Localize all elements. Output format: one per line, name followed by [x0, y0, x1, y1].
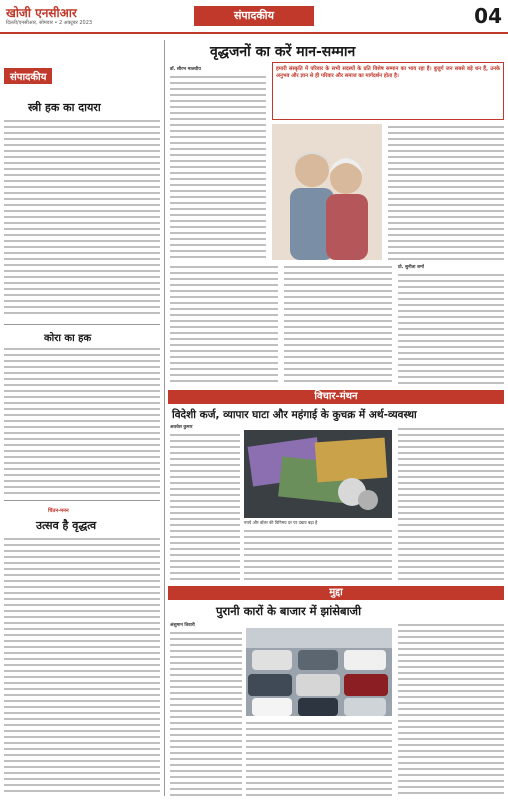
- lead-intro: हमारी संस्कृति में परिवार के सभी सदस्यों के प्रति विशेष सम्मान का भाव रहा है। बुजुर्ग जन सबसे बड़े धन हैं, उनके अनुभव और ज्ञान से ही परिवार और समाज का मार्गदर्शन होता है।: [276, 66, 500, 79]
- second-editorial-headline: कोरा का हक: [44, 333, 92, 344]
- divider: [4, 500, 160, 501]
- lead-intro-box: [272, 62, 504, 120]
- lead-second-byline: प्रो. सुनीता शर्मा: [398, 265, 424, 270]
- issue-body-col-3: [398, 622, 504, 796]
- elderly-couple-photo: [272, 124, 382, 260]
- column-rule: [164, 40, 165, 796]
- editorial-body: [4, 118, 160, 318]
- editorial-headline: स्त्री हक का दायरा: [28, 101, 101, 114]
- section-title: संपादकीय: [194, 6, 314, 26]
- currency-photo-caption: रुपये और डॉलर की विनिमय दर पर दबाव बढ़ा है: [244, 520, 318, 525]
- second-editorial-body: [4, 346, 160, 496]
- issue-band: मुद्दा: [168, 586, 504, 600]
- feature-headline: उत्सव है वृद्धत्व: [36, 519, 97, 532]
- lead-byline: डॉ. सौरभ मालवीय: [170, 67, 201, 72]
- divider: [4, 324, 160, 325]
- issue-byline: अंशुमान तिवारी: [170, 623, 195, 628]
- opinion-body-col-3: [398, 426, 504, 582]
- opinion-body-col-1: [170, 432, 240, 582]
- feature-label: चिंतन-मनन: [48, 508, 69, 514]
- issue-body-col-1: [170, 630, 242, 796]
- lead-body-col-1b: [170, 264, 278, 386]
- editorial-label: संपादकीय: [4, 68, 52, 84]
- lead-body-col-3b: [398, 272, 504, 386]
- lead-body-col-1: [170, 74, 266, 260]
- opinion-band: विचार-मंथन: [168, 390, 504, 404]
- issue-headline: पुरानी कारों के बाजार में झांसेबाजी: [216, 604, 362, 618]
- masthead: [0, 0, 508, 34]
- opinion-byline: अवधेश कुमार: [170, 425, 193, 430]
- used-cars-photo: [246, 628, 392, 716]
- lead-body-col-3: [388, 124, 504, 260]
- page-number: 04: [474, 4, 502, 28]
- currency-photo: [244, 430, 392, 518]
- issue-body-col-2: [246, 720, 392, 796]
- newspaper-brand: खोजी एनसीआर: [6, 6, 77, 20]
- lead-body-col-2b: [284, 264, 392, 386]
- feature-body: [4, 536, 160, 796]
- lead-headline: वृद्धजनों का करें मान-सम्मान: [210, 44, 356, 60]
- opinion-headline: विदेशी कर्ज, व्यापार घाटा और महंगाई के कुचक्र में अर्थ-व्यवस्था: [172, 409, 417, 421]
- opinion-body-col-2: [244, 528, 392, 582]
- date-line: दिल्ली/एनसीआर, सोमवार • 2 अक्टूबर 2023: [6, 20, 93, 26]
